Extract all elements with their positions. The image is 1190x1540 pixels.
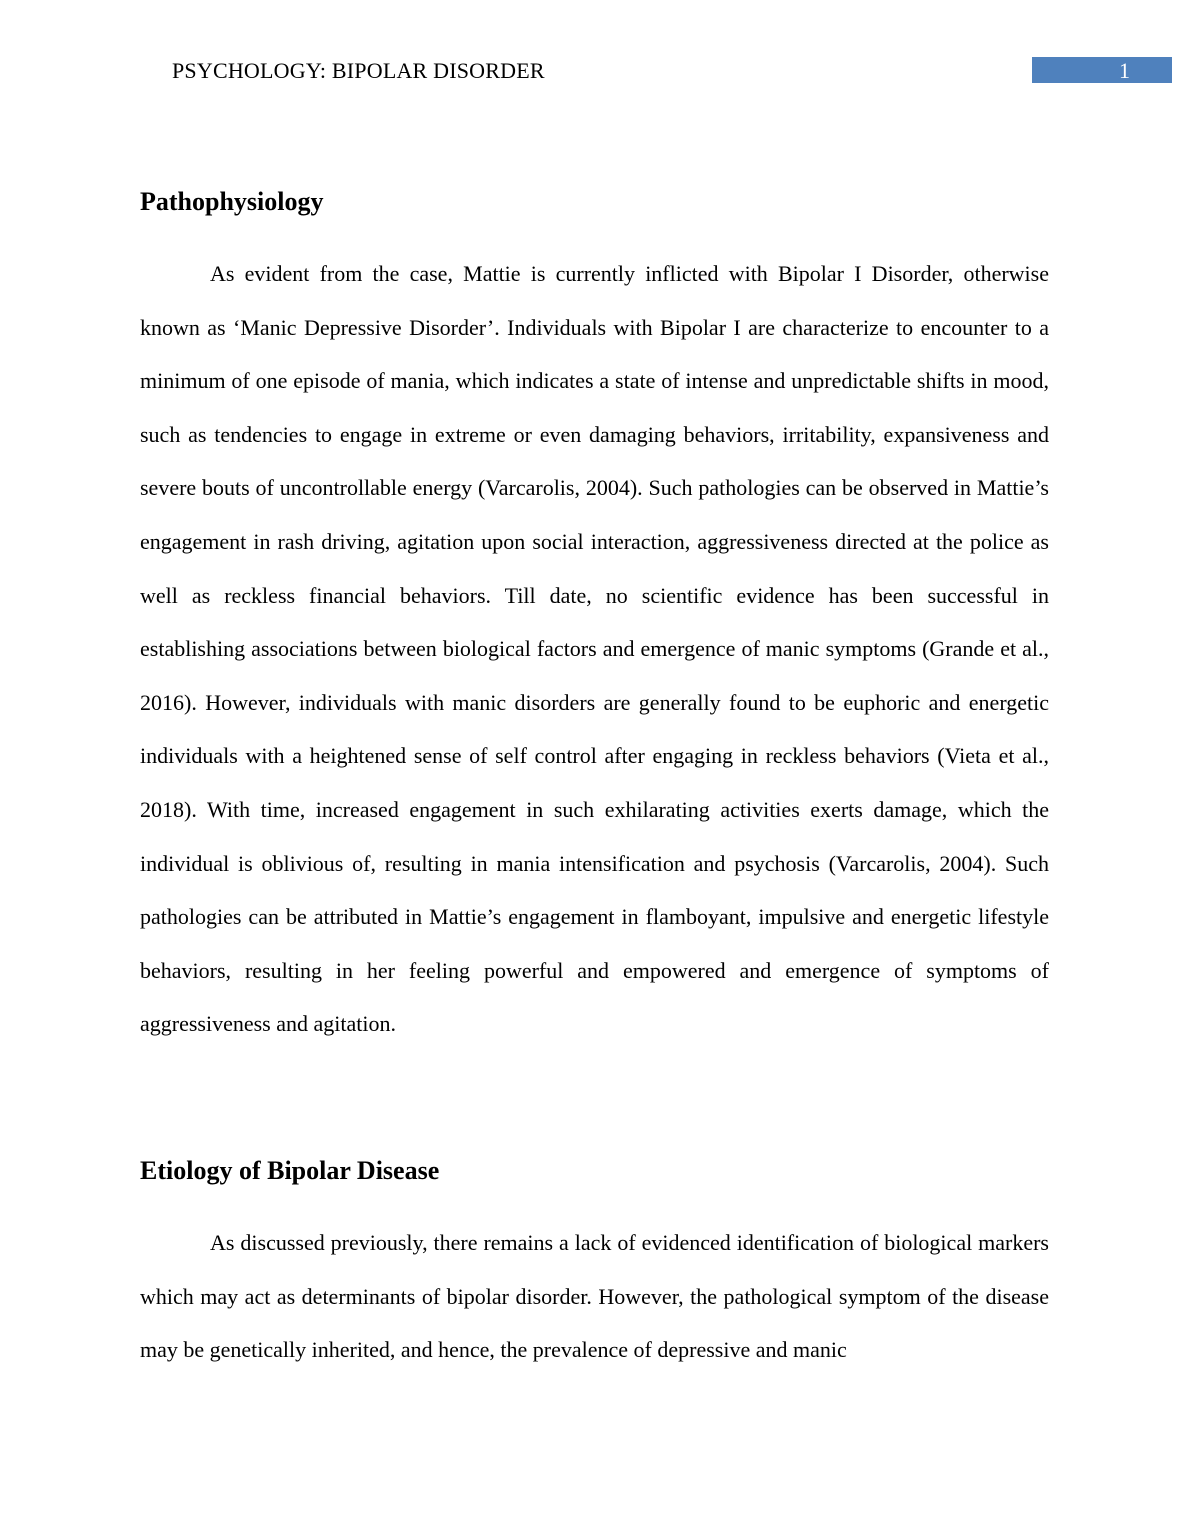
page-number: 1	[1119, 58, 1130, 83]
section-paragraph: As evident from the case, Mattie is currently inflicted with Bipolar I Disorder, otherwise known as ‘Manic Depressive Disorder’. Individuals with Bipolar I are characterize to encounter to a minimum of one episode of mania, which indicates a state of intense and unpredictable shifts in mood, such as tendencies to engage in extreme or even damaging behaviors, irritability, expansiveness and severe bouts of uncontrollable energy (Varcarolis, 2004). Such pathologies can be observed in Mattie’s engagement in rash driving, agitation upon social interaction, aggressiveness directed at the police as well as reckless financial behaviors. Till date, no scientific evidence has been successful in establishing associations between biological factors and emergence of manic symptoms (Grande et al., 2016). However, individuals with manic disorders are generally found to be euphoric and energetic individuals with a heightened sense of self control after engaging in reckless behaviors (Vieta et al., 2018). With time, increased engagement in such exhilarating activities exerts damage, which the individual is oblivious of, resulting in mania intensification and psychosis (Varcarolis, 2004). Such pathologies can be attributed in Mattie’s engagement in flamboyant, impulsive and energetic lifestyle behaviors, resulting in her feeling powerful and empowered and emergence of symptoms of aggressiveness and agitation.	[140, 261, 1049, 1037]
running-head: PSYCHOLOGY: BIPOLAR DISORDER	[172, 58, 545, 83]
section-pathophysiology	[140, 186, 1049, 1051]
section-heading: Etiology of Bipolar Disease	[140, 1156, 440, 1185]
section-paragraph: As discussed previously, there remains a lack of evidenced identification of biological markers which may act as determinants of bipolar disorder. However, the pathological symptom of the disease may be genetically inherited, and hence, the prevalence of depressive and manic	[140, 1230, 1049, 1363]
section-heading: Pathophysiology	[140, 187, 324, 216]
section-etiology	[140, 1155, 1049, 1377]
page-number-box	[1032, 57, 1172, 83]
